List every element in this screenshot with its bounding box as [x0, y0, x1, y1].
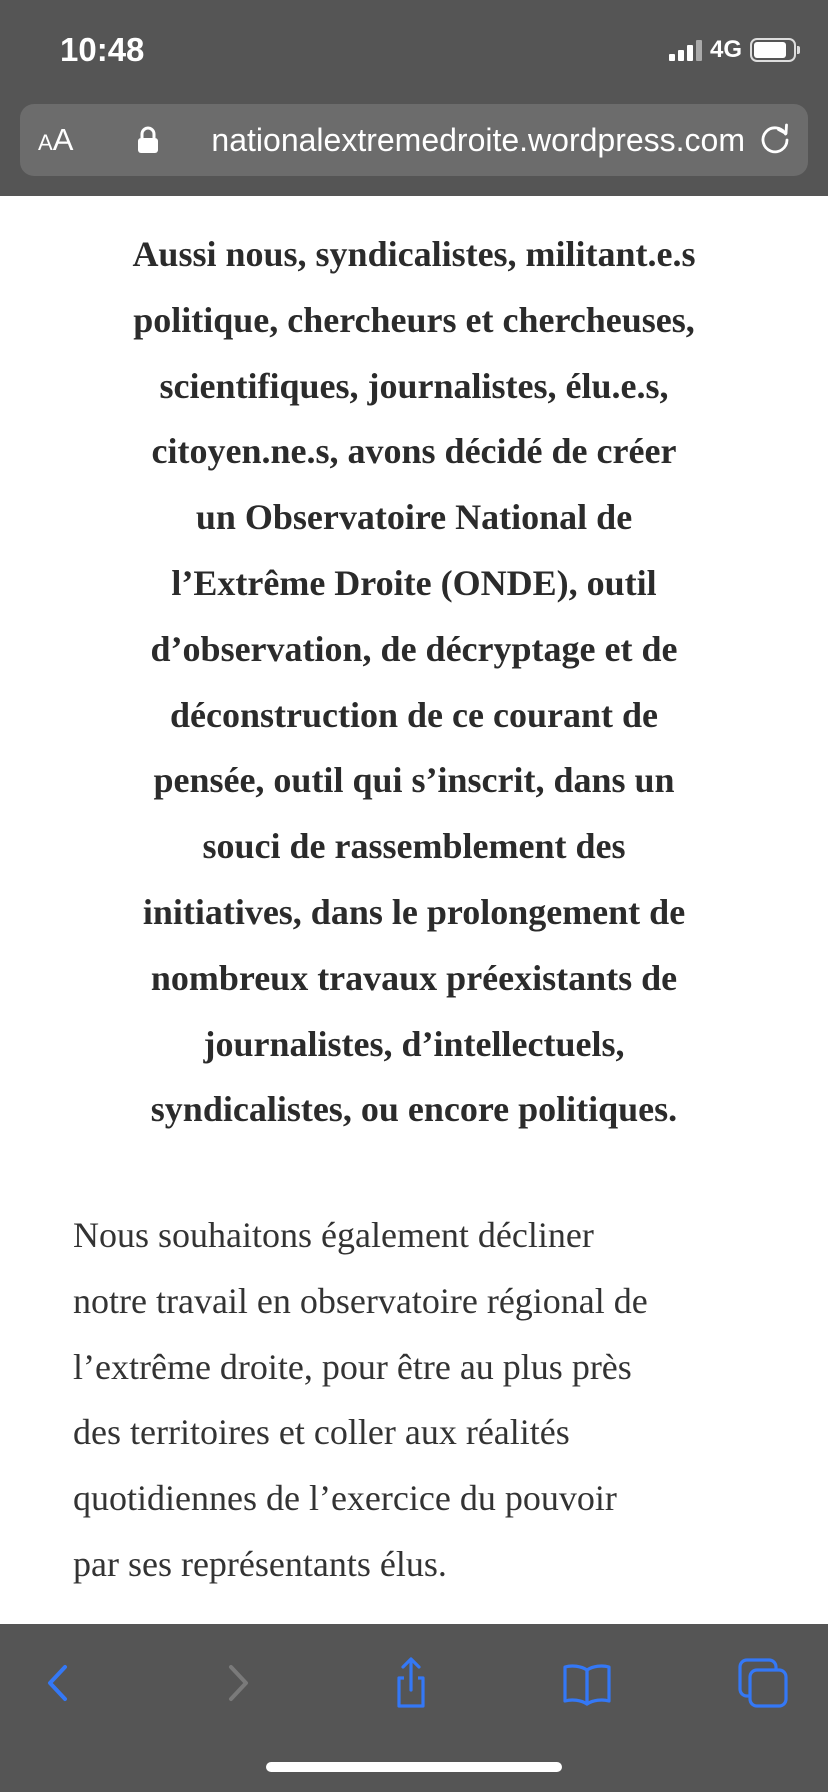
bookmarks-button[interactable] — [556, 1652, 618, 1714]
article-content[interactable] — [0, 196, 828, 1624]
status-indicators — [669, 34, 796, 66]
text-line: citoyen.ne.s, avons décidé de créer — [151, 431, 677, 472]
reload-icon[interactable] — [756, 121, 794, 159]
url-text[interactable]: nationalextremedroite.wordpress.com — [211, 122, 745, 158]
text-line: l’extrême droite, pour être au plus près — [73, 1346, 632, 1387]
text-line: quotidiennes de l’exercice du pouvoir — [73, 1478, 617, 1519]
text-line: politique, chercheurs et chercheuses, — [133, 299, 695, 340]
reader-aa-small: A — [38, 130, 53, 155]
share-button[interactable] — [380, 1652, 442, 1714]
battery-icon — [750, 38, 796, 62]
reader-aa-large: A — [52, 122, 74, 157]
text-line: pensée, outil qui s’inscrit, dans un — [153, 760, 675, 801]
tabs-icon — [732, 1652, 794, 1714]
text-line: l’Extrême Droite (ONDE), outil — [171, 562, 657, 603]
text-line: déconstruction de ce courant de — [170, 694, 658, 735]
tabs-button[interactable] — [732, 1652, 794, 1714]
chevron-right-icon — [206, 1652, 268, 1714]
text-line: journalistes, d’intellectuels, — [203, 1023, 625, 1064]
text-line: des territoires et coller aux réalités — [73, 1412, 570, 1453]
share-icon — [380, 1652, 442, 1714]
status-time: 10:48 — [60, 31, 145, 68]
text-line: souci de rassemblement des — [202, 826, 626, 867]
text-line: un Observatoire National de — [195, 497, 633, 538]
text-line: par ses représentants élus. — [73, 1543, 447, 1584]
text-line: notre travail en observatoire régional de — [73, 1280, 648, 1321]
lock-icon — [137, 126, 159, 154]
network-type: 4G — [709, 36, 742, 63]
back-button[interactable] — [28, 1652, 90, 1714]
text-line: initiatives, dans le prolongement de — [142, 891, 686, 932]
text-line: Aussi nous, syndicalistes, militant.e.s — [132, 234, 696, 274]
text-line: Nous souhaitons également décliner — [73, 1215, 594, 1255]
book-icon — [556, 1652, 618, 1714]
text-line: scientifiques, journalistes, élu.e.s, — [159, 365, 669, 406]
home-indicator[interactable] — [266, 1762, 562, 1772]
body-paragraph — [73, 1203, 773, 1598]
battery-fill — [754, 42, 786, 58]
text-line: d’observation, de décryptage et de — [150, 628, 678, 669]
top-chrome — [0, 0, 828, 196]
chevron-left-icon — [28, 1652, 90, 1714]
text-line: syndicalistes, ou encore politiques. — [150, 1089, 678, 1130]
bold-paragraph — [70, 222, 758, 1143]
text-line: nombreux travaux préexistants de — [150, 957, 678, 998]
reader-settings-button[interactable] — [38, 122, 73, 158]
cellular-signal-icon — [669, 39, 702, 61]
forward-button[interactable] — [206, 1652, 268, 1714]
address-bar[interactable] — [20, 104, 808, 176]
